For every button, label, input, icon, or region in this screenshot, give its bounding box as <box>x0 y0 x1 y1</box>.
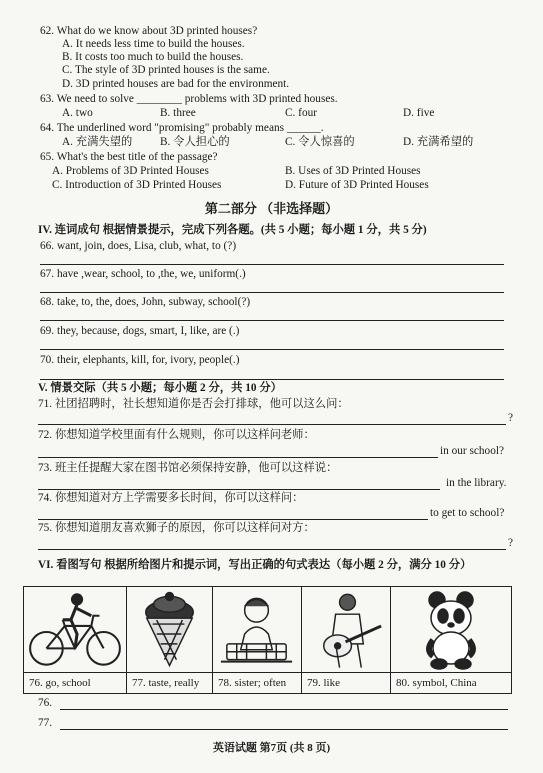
answer-line-71[interactable] <box>38 424 506 425</box>
answer-line-68[interactable] <box>40 320 504 321</box>
q65-option-b: B. Uses of 3D Printed Houses <box>285 165 421 177</box>
picture-table <box>23 586 512 694</box>
answer-label-76: 76. <box>38 697 53 709</box>
picture-cell-77 <box>127 587 213 693</box>
q64-option-a: A. 充满失望的 <box>62 136 133 148</box>
answer-line-72[interactable] <box>38 457 438 458</box>
q64-option-b: B. 令人担心的 <box>160 136 230 148</box>
q62-option-d: D. 3D printed houses are bad for the environment. <box>62 78 290 90</box>
caption-76: 76. go, school <box>24 672 126 693</box>
guitar-player-icon <box>302 589 390 671</box>
picture-cell-76 <box>24 587 127 693</box>
caption-77: 77. taste, really <box>127 672 212 693</box>
question-75: 75. 你想知道朋友喜欢狮子的原因，你可以这样问对方： <box>38 522 315 534</box>
question-62-stem: 62. What do we know about 3D printed houses? <box>40 25 258 37</box>
question-66: 66. want, join, does, Lisa, club, what, to (?) <box>40 240 237 252</box>
answer-line-76[interactable] <box>60 709 508 710</box>
question-65-stem: 65. What's the best title of the passage? <box>40 151 218 163</box>
answer-line-69[interactable] <box>40 349 504 350</box>
part-two-title: 第二部分 （非选择题） <box>204 201 339 216</box>
q65-option-d: D. Future of 3D Printed Houses <box>285 179 429 191</box>
question-63-stem: 63. We need to solve ________ problems with 3D printed houses. <box>40 93 338 105</box>
caption-80: 80. symbol, China <box>391 672 511 693</box>
sister-playing-icon <box>213 589 301 671</box>
question-69: 69. they, because, dogs, smart, I, like, are (.) <box>40 325 240 337</box>
picture-cell-78 <box>213 587 302 693</box>
picture-cell-80 <box>391 587 511 693</box>
question-71: 71. 社团招聘时，社长想知道你是否会打排球，他可以这么问： <box>38 398 349 410</box>
question-70: 70. their, elephants, kill, for, ivory, people(.) <box>40 354 240 366</box>
cyclist-icon <box>24 589 126 671</box>
question-74-ending: to get to school? <box>430 507 505 519</box>
q65-option-c: C. Introduction of 3D Printed Houses <box>52 179 222 191</box>
answer-line-73[interactable] <box>38 489 440 490</box>
answer-line-67[interactable] <box>40 292 504 293</box>
q63-option-c: C. four <box>285 107 318 119</box>
q62-option-b: B. It costs too much to build the houses. <box>62 51 244 63</box>
picture-cell-79 <box>302 587 391 693</box>
answer-line-75[interactable] <box>38 549 506 550</box>
question-75-ending: ? <box>508 537 514 549</box>
section-iv-heading: IV. 连词成句 根据情景提示，完成下列各题。(共 5 小题；每小题 1 分，共 5 分) <box>38 224 427 236</box>
page-footer: 英语试题 第7页 (共 8 页) <box>212 742 331 754</box>
q62-option-c: C. The style of 3D printed houses is the same. <box>62 64 270 76</box>
caption-79: 79. like <box>302 672 390 693</box>
question-71-ending: ? <box>508 412 514 424</box>
panda-icon <box>391 589 511 671</box>
caption-78: 78. sister; often <box>213 672 301 693</box>
question-72: 72. 你想知道学校里面有什么规则，你可以这样问老师： <box>38 429 315 441</box>
answer-line-77[interactable] <box>60 729 508 730</box>
answer-line-70[interactable] <box>40 379 504 380</box>
q63-option-d: D. five <box>403 107 435 119</box>
q63-option-a: A. two <box>62 107 93 119</box>
section-vi-heading: VI. 看图写句 根据所给图片和提示词，写出正确的句式表达（每小题 2 分，满分 10 分） <box>38 559 472 571</box>
section-v-heading: V. 情景交际（共 5 小题；每小题 2 分，共 10 分） <box>38 382 282 394</box>
q63-option-b: B. three <box>160 107 196 119</box>
ice-cream-icon <box>127 589 212 671</box>
question-73: 73. 班主任提醒大家在图书馆必须保持安静，他可以这样说： <box>38 462 338 474</box>
answer-line-66[interactable] <box>40 264 504 265</box>
question-72-ending: in our school? <box>440 445 505 457</box>
q65-option-a: A. Problems of 3D Printed Houses <box>52 165 209 177</box>
question-74: 74. 你想知道对方上学需要多长时间，你可以这样问： <box>38 492 304 504</box>
question-67: 67. have ,wear, school, to ,the, we, uniform(.) <box>40 268 246 280</box>
question-73-ending: in the library. <box>446 477 507 489</box>
q64-option-c: C. 令人惊喜的 <box>285 136 355 148</box>
answer-line-74[interactable] <box>38 519 428 520</box>
q62-option-a: A. It needs less time to build the houses. <box>62 38 245 50</box>
question-64-stem: 64. The underlined word "promising" probably means ______. <box>40 122 324 134</box>
q64-option-d: D. 充满希望的 <box>403 136 474 148</box>
answer-label-77: 77. <box>38 717 53 729</box>
question-68: 68. take, to, the, does, John, subway, school(?) <box>40 296 251 308</box>
